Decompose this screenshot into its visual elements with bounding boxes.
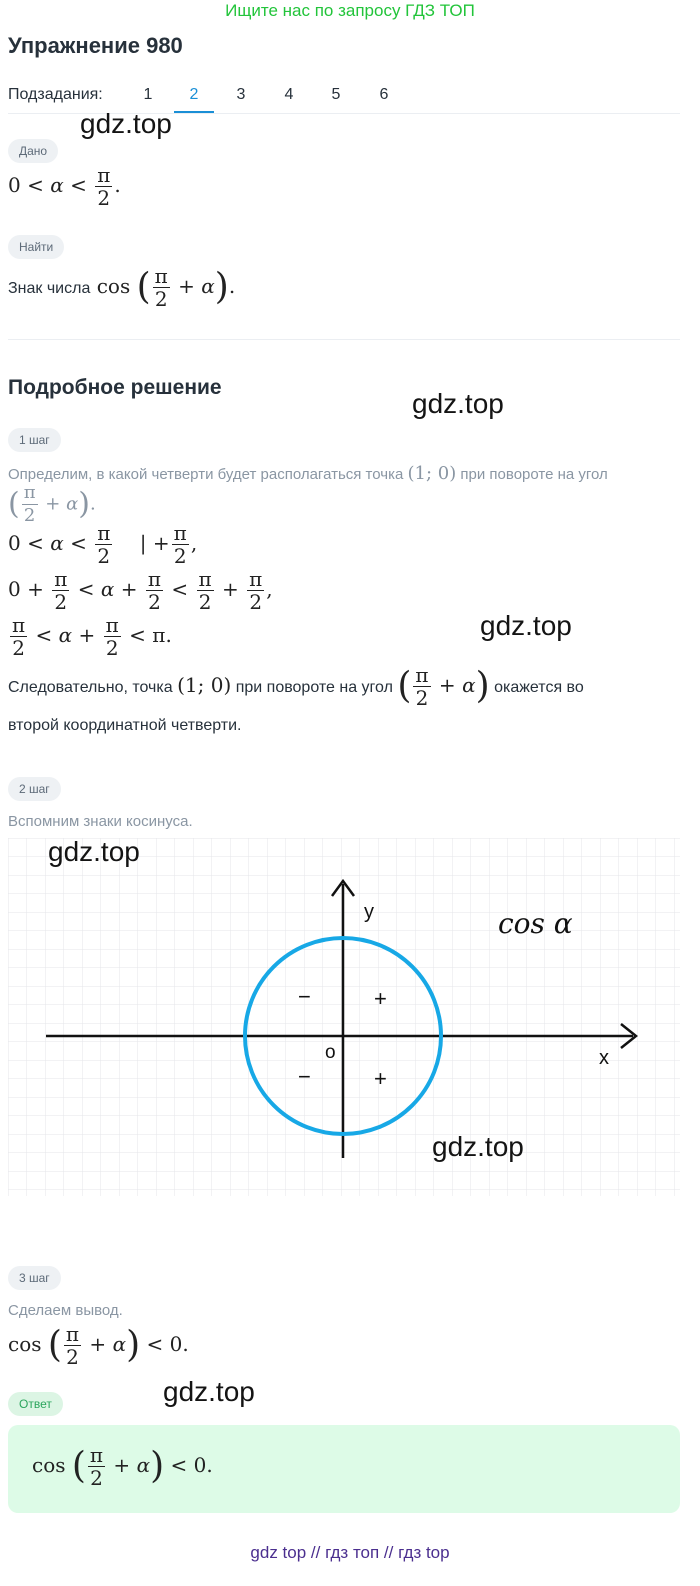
step1-chip: 1 шаг [8,428,61,452]
answer-formula: cos ( $\frac{\pi}{2}$ + α) < 0. [32,1443,213,1490]
y-axis-label: y [364,901,374,923]
find-chip: Найти [8,235,64,259]
step1-conclusion: Следовательно, точка (1; 0) при повороте на угол ( $\frac{\pi}{2}$ + α) окажется во [8,663,584,710]
cos-alpha-label: cos α [498,907,573,940]
step2-chip: 2 шаг [8,777,61,801]
subtask-tab-3[interactable]: 3 [236,86,246,103]
step1-angle: ( $\frac{\pi}{2}$ + α). [8,482,96,526]
step3-formula: cos ( $\frac{\pi}{2}$ + α) < 0. [8,1322,189,1369]
watermark: gdz.top [80,108,172,139]
solution-title: Подробное решение [8,376,222,399]
watermark: gdz.top [432,1131,524,1162]
step1-ineq-3: $\frac{\pi}{2}$ < α + $\frac{\pi}{2}$ < π. [12,613,172,660]
section-divider [8,339,680,340]
x-axis-label: x [599,1047,609,1069]
sign-quadrant-1: + [374,986,387,1011]
subtask-tab-1[interactable]: 1 [143,86,153,103]
subtask-tab-6[interactable]: 6 [379,86,389,103]
step1-ineq-1: 0 < α < $\frac{\pi}{2}$ | + $\frac{\pi}{2}$ , [8,521,198,568]
subtask-tab-4[interactable]: 4 [284,86,294,103]
promo-banner[interactable]: Ищите нас по запросу ГДЗ ТОП [225,1,475,20]
find-formula: Знак числа cos ( $\frac{\pi}{2}$ + α). [8,264,236,311]
footer-links[interactable]: gdz top // гдз топ // гдз top [250,1543,450,1562]
given-formula: 0 < α < $\frac{\pi}{2}$ . [8,163,121,210]
origin-label: o [325,1042,336,1063]
step1-ineq-2: 0 + $\frac{\pi}{2}$ < α + $\frac{\pi}{2}$ < $\frac{\pi}{2}$ + $\frac{\pi}{2}$ , [8,567,273,614]
cosine-sign-diagram [8,838,680,1196]
watermark: gdz.top [480,610,572,641]
page-title: Упражнение 980 [8,33,183,58]
step3-chip: 3 шаг [8,1266,61,1290]
step2-intro: Вспомним знаки косинуса. [8,813,193,830]
answer-chip: Ответ [8,1392,63,1416]
sign-quadrant-4: + [374,1066,387,1091]
step1-intro: Определим, в какой четверти будет располагаться точка (1; 0) при повороте на угол [8,463,608,484]
sign-quadrant-2: − [298,984,311,1009]
subtask-tab-2[interactable]: 2 [189,86,199,103]
watermark: gdz.top [412,388,504,419]
given-chip: Дано [8,139,58,163]
step1-conclusion-end: второй координатной четверти. [8,717,242,734]
sign-quadrant-3: − [298,1064,311,1089]
watermark: gdz.top [163,1376,255,1407]
watermark: gdz.top [48,836,140,867]
step3-intro: Сделаем вывод. [8,1302,123,1319]
subtasks-label: Подзадания: [8,86,103,103]
subtask-tab-5[interactable]: 5 [331,86,341,103]
